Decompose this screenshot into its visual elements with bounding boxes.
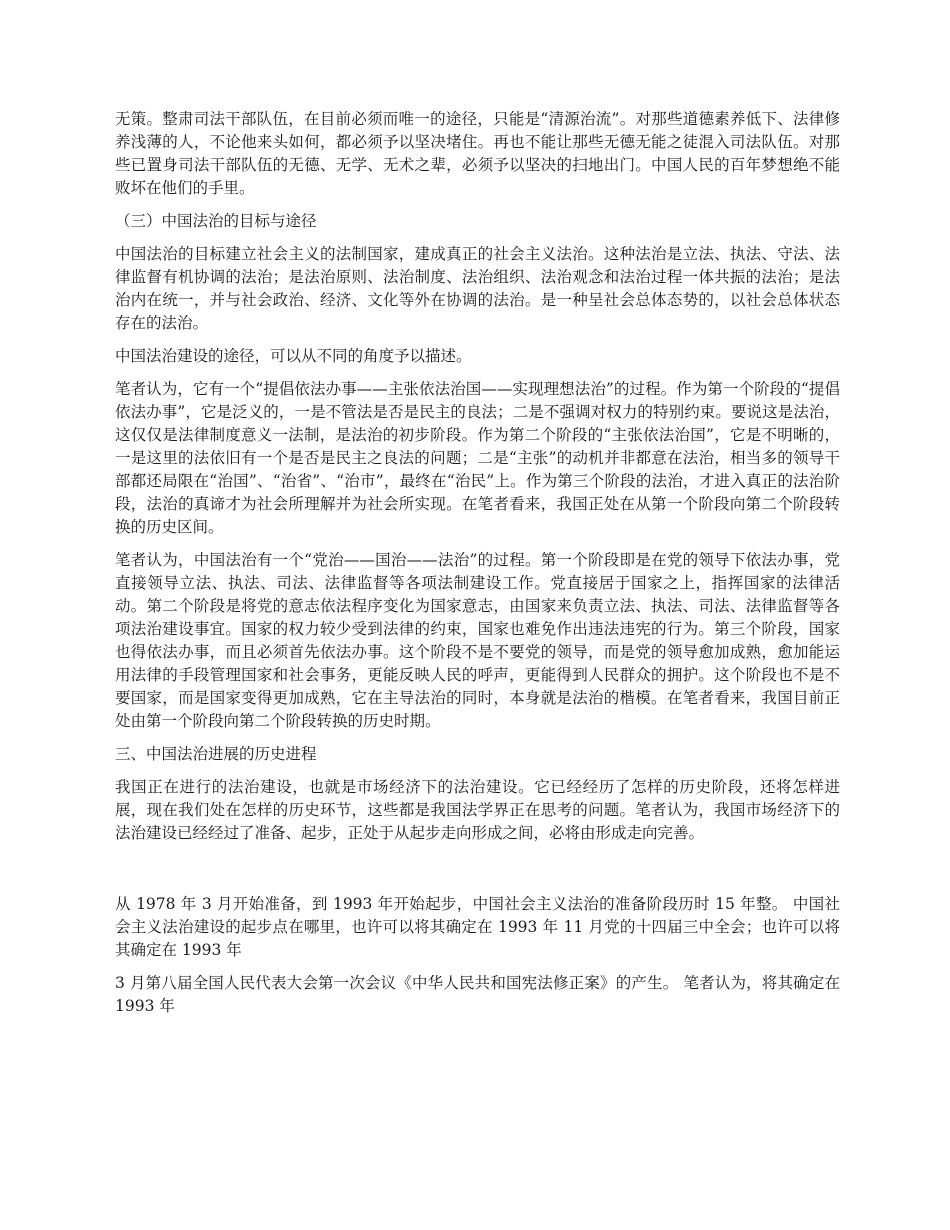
paragraph-three-stages-a: 笔者认为，它有一个“提倡依法办事——主张依法治国——实现理想法治”的过程。作为第一个阶段的“提倡依法办事”，它是泛义的，一是不管法是否是民主的良法；二是不强调对权力的特别约束。要说这是法治，这仅仅是法律制度意义一法制，是法治的初步阶段。作为第二个阶段的“主张依法治国”，它是不明晰的，一是这里的法依旧有一个是否是民主之良法的问题；二是“主张”的动机并非都意在法治，相当多的领导干部都还局限在“治国”、“治省”、“治市”，最终在“治民”上。作为第三个阶段的法治，才进入真正的法治阶段，法治的真谛才为社会所理解并为社会所实现。在笔者看来，我国正处在从第一个阶段向第二个阶段转换的历史区间。 (115, 380, 840, 536)
document-page (115, 108, 840, 1028)
paragraph-market-economy: 我国正在进行的法治建设，也就是市场经济下的法治建设。它已经经历了怎样的历史阶段，还将怎样进展，现在我们处在怎样的历史环节，这些都是我国法学界正在思考的问题。笔者认为，我国市场经济下的法治建设已经经过了准备、起步，正处于从起步走向形成之间，必将由形成走向完善。 (115, 778, 840, 842)
paragraph-constitution-amendment: 3 月第八届全国人民代表大会第一次会议《中华人民共和国宪法修正案》的产生。 笔者认为，将其确定在 1993 年 (115, 974, 840, 1015)
section-spacer (115, 855, 840, 893)
section-heading-goals-paths: （三）中国法治的目标与途径 (115, 212, 317, 230)
paragraph-1978-1993: 从 1978 年 3 月开始准备，到 1993 年开始起步，中国社会主义法治的准备阶段历时 15 年整。 中国社会主义法治建设的起步点在哪里，也许可以将其确定在 1993 年 11 月党的十四届三中全会；也许可以将其确定在 1993 年 (115, 895, 840, 959)
paragraph-three-stages-b: 笔者认为，中国法治有一个“党治——国治——法治”的过程。第一个阶段即是在党的领导下依法办事，党直接领导立法、执法、司法、法律监督等各项法制建设工作。党直接居于国家之上，指挥国家的法律活动。第二个阶段是将党的意志依法程序变化为国家意志，由国家来负责立法、执法、司法、法律监督等各项法治建设事宜。国家的权力较少受到法律的约束，国家也难免作出违法违宪的行为。第三个阶段，国家也得依法办事，而且必须首先依法办事。这个阶段不是不要党的领导，而是党的领导愈加成熟，愈加能运用法律的手段管理国家和社会事务，更能反映人民的呼声，更能得到人民群众的拥护。这个阶段也不是不要国家，而是国家变得更加成熟，它在主导法治的同时，本身就是法治的楷模。在笔者看来，我国目前正处由第一个阶段向第二个阶段转换的历史时期。 (115, 551, 840, 730)
paragraph-purge-judiciary: 无策。整肃司法干部队伍，在目前必须而唯一的途径，只能是“清源治流”。对那些道德素养低下、法律修养浅薄的人，不论他来头如何，都必须予以坚决堵住。再也不能让那些无德无能之徒混入司法队伍。对那些已置身司法干部队伍的无德、无学、无术之辈，必须予以坚决的扫地出门。中国人民的百年梦想绝不能败坏在他们的手里。 (115, 110, 840, 197)
section-heading-history: 三、中国法治进展的历史进程 (115, 745, 317, 763)
paragraph-paths-intro: 中国法治建设的途径，可以从不同的角度予以描述。 (115, 347, 472, 365)
paragraph-rule-of-law-goal: 中国法治的目标建立社会主义的法制国家，建成真正的社会主义法治。这种法治是立法、执法、守法、法律监督有机协调的法治；是法治原则、法治制度、法治组织、法治观念和法治过程一体共振的法治；是法治内在统一，并与社会政治、经济、文化等外在协调的法治。是一种呈社会总体态势的，以社会总体状态存在的法治。 (115, 245, 840, 332)
